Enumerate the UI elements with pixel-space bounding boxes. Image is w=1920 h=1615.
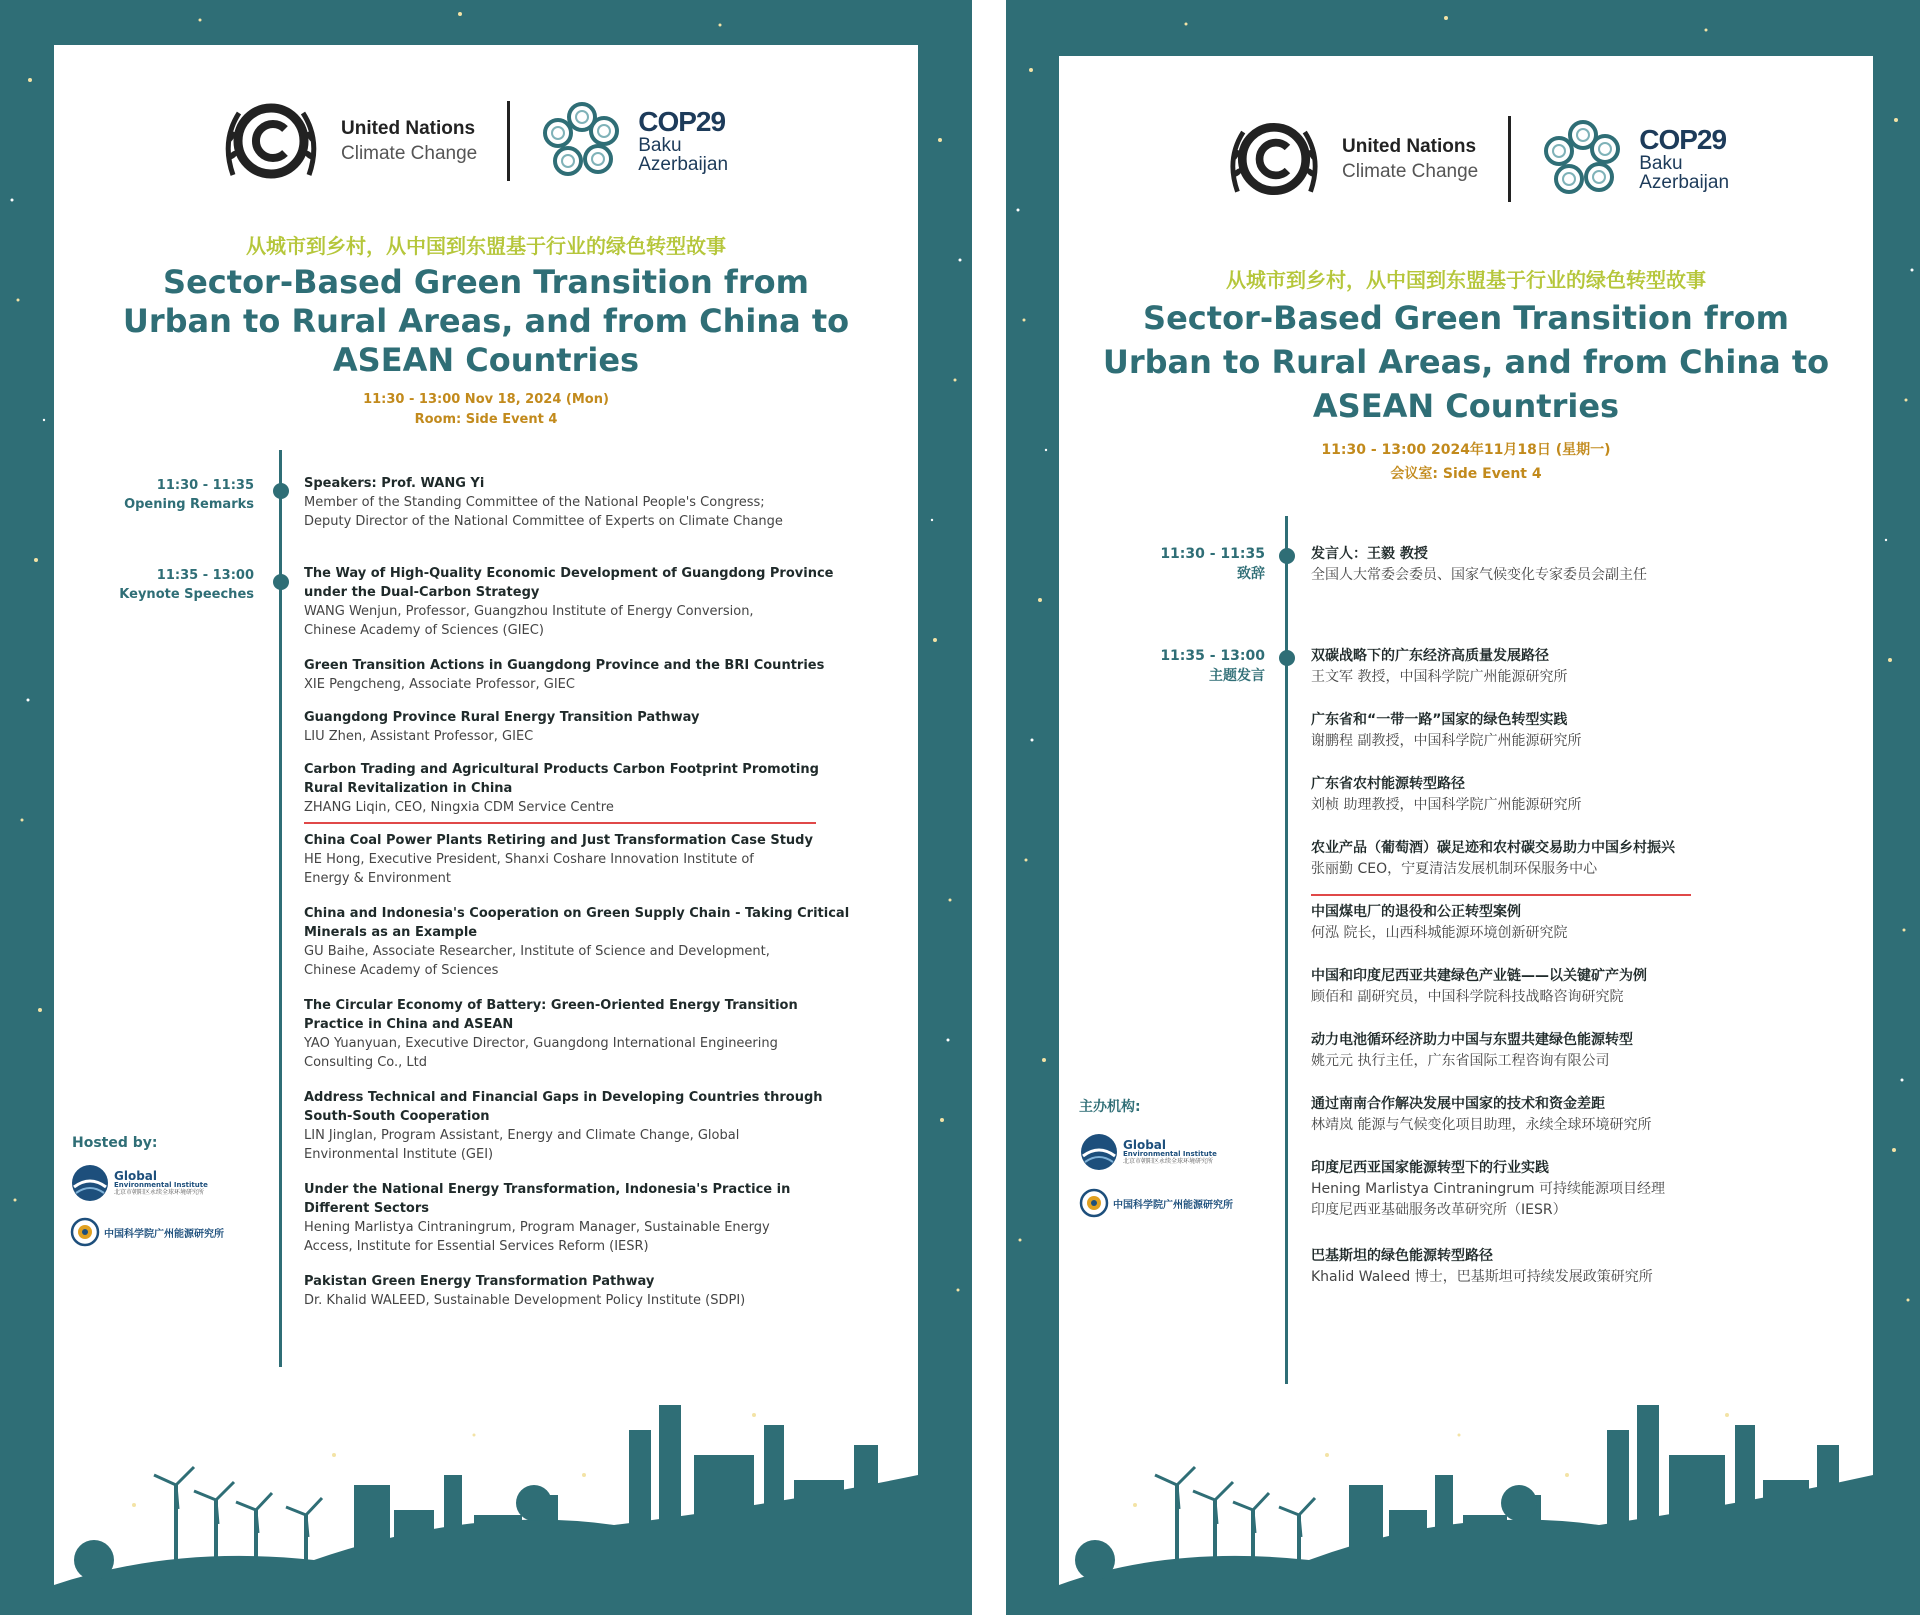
agenda-item: 动力电池循环经济助力中国与东盟共建绿色能源转型 姚元元 执行主任，广东省国际工程咨询有限公司 (1311, 1032, 1633, 1069)
city-skyline-illustration (54, 1385, 918, 1615)
event-room: Room: Side Event 4 (414, 412, 558, 427)
logo-divider (1508, 116, 1511, 202)
hosted-by-label: Hosted by: (72, 1135, 158, 1151)
unfccc-emblem-icon (219, 97, 323, 185)
event-room: 会议室: Side Event 4 (1390, 466, 1542, 482)
event-meta (1059, 438, 1873, 486)
agenda-item: 双碳战略下的广东经济高质量发展路径 王文军 教授，中国科学院广州能源研究所 (1311, 648, 1568, 685)
agenda-item: Under the National Energy Transformation, Indonesia's Practice in Different Sectors Hening Marlistya Cintraningrum, Program Manager, Sustainable Energy Access, Institute for Essential Services Reform (IESR) (304, 1182, 791, 1254)
poster-chinese (1006, 0, 1920, 1615)
poster-card (1059, 56, 1873, 1615)
agenda-item: Address Technical and Financial Gaps in Developing Countries through South-South Cooperation LIN Jinglan, Program Assistant, Energy and Climate Change, Global Environmental Institute (GEI) (304, 1090, 823, 1162)
agenda-item: The Way of High-Quality Economic Development of Guangdong Province under the Dual-Carbon Strategy WANG Wenjun, Professor, Guangzhou Institute of Energy Conversion, Chinese Academy of Sciences (GIEC) (304, 566, 834, 638)
agenda-item: Guangdong Province Rural Energy Transition Pathway LIU Zhen, Assistant Professor, GIEC (304, 710, 700, 744)
hosted-by-label: 主办机构: (1079, 1099, 1141, 1115)
cop29-emblem-icon (540, 99, 624, 183)
agenda-item: 发言人：王毅 教授 全国人大常委会委员、国家气候变化专家委员会副主任 (1311, 546, 1647, 583)
agenda-item: 印度尼西亚国家能源转型下的行业实践 Hening Marlistya Cintraningrum 可持续能源项目经理 印度尼西亚基础服务改革研究所（IESR） (1311, 1160, 1666, 1218)
timeline-line (1285, 516, 1288, 1384)
agenda-item: 农业产品（葡萄酒）碳足迹和农村碳交易助力中国乡村振兴 张丽勤 CEO，宁夏清洁发展机制环保服务中心 (1311, 840, 1675, 877)
agenda-item: Speakers: Prof. WANG Yi Member of the Standing Committee of the National People's Congress; Deputy Director of the National Committee of Experts on Climate Change (304, 476, 783, 529)
giec-logo: 中国科学院广州能源研究所 (70, 1217, 224, 1247)
agenda-item: 巴基斯坦的绿色能源转型路径 Khalid Waleed 博士，巴基斯坦可持续发展政策研究所 (1311, 1248, 1653, 1285)
event-time: 11:30 - 13:00 Nov 18, 2024 (Mon) (363, 392, 609, 407)
slot-opening: 11:30 - 11:35 Opening Remarks (124, 478, 254, 512)
agenda-item: Green Transition Actions in Guangdong Province and the BRI Countries XIE Pengcheng, Associate Professor, GIEC (304, 658, 825, 692)
event-title: Sector-Based Green Transition from Urban to Rural Areas, and from China to ASEAN Countries (122, 263, 850, 379)
globe-icon (70, 1163, 110, 1203)
cop29-emblem-icon (1541, 117, 1625, 201)
unfccc-wordmark: United Nations Climate Change (341, 117, 478, 164)
event-time: 11:30 - 13:00 2024年11月18日 (星期一) (1321, 442, 1611, 458)
agenda-item: 广东省农村能源转型路径 刘桢 助理教授，中国科学院广州能源研究所 (1311, 776, 1582, 813)
highlight-underline (304, 822, 816, 824)
agenda-item: Pakistan Green Energy Transformation Pathway Dr. Khalid WALEED, Sustainable Development Policy Institute (SDPI) (304, 1274, 746, 1308)
highlight-underline (1311, 894, 1691, 896)
agenda-item: China Coal Power Plants Retiring and Just Transformation Case Study HE Hong, Executive President, Shanxi Coshare Innovation Institute of Energy & Environment (304, 833, 813, 886)
unfccc-wordmark: United Nations Climate Change (1342, 135, 1479, 182)
timeline-dot (273, 574, 289, 590)
timeline-dot (273, 483, 289, 499)
event-title: Sector-Based Green Transition from Urban to Rural Areas, and from China to ASEAN Countries (1102, 299, 1830, 425)
cop29-wordmark: COP29 Baku Azerbaijan (638, 106, 729, 175)
gei-logo: Global Environmental Institute 北京市朝阳区永续全球环境研究所 (70, 1163, 208, 1203)
slot-opening: 11:30 - 11:35 致辞 (1160, 546, 1265, 583)
slot-keynote: 11:35 - 13:00 主题发言 (1160, 648, 1265, 685)
unfccc-emblem-icon (1224, 116, 1324, 202)
divider-gap (972, 0, 1006, 1615)
event-title-chinese: 从城市到乡村，从中国到东盟基于行业的绿色转型故事 (1226, 268, 1706, 292)
agenda-item: Carbon Trading and Agricultural Products Carbon Footprint Promoting Rural Revitalization in China ZHANG Liqin, CEO, Ningxia CDM Service Centre (304, 762, 819, 815)
globe-icon (1079, 1132, 1119, 1172)
city-skyline-illustration (1059, 1385, 1873, 1615)
slot-keynote: 11:35 - 13:00 Keynote Speeches (119, 568, 254, 602)
event-title-chinese: 从城市到乡村，从中国到东盟基于行业的绿色转型故事 (246, 234, 726, 258)
agenda-item: 广东省和“一带一路”国家的绿色转型实践 谢鹏程 副教授，中国科学院广州能源研究所 (1311, 712, 1582, 749)
header-logos (219, 97, 728, 185)
gei-logo: Global Environmental Institute 北京市朝阳区永续全球环境研究所 (1079, 1132, 1217, 1172)
agenda-item: The Circular Economy of Battery: Green-Oriented Energy Transition Practice in China and ASEAN YAO Yuanyuan, Executive Director, Guangdong International Engineering Consulting Co., Ltd (304, 998, 798, 1070)
logo-divider (507, 101, 510, 181)
giec-seal-icon (70, 1217, 100, 1247)
poster-card (54, 45, 918, 1615)
header-logos (1224, 116, 1729, 202)
giec-seal-icon (1079, 1188, 1109, 1218)
agenda-item: China and Indonesia's Cooperation on Green Supply Chain - Taking Critical Minerals as an Example GU Baihe, Associate Researcher, Institute of Science and Development, Chinese Academy of Sciences (304, 906, 850, 978)
agenda-item: 中国和印度尼西亚共建绿色产业链——以关键矿产为例 顾佰和 副研究员，中国科学院科技战略咨询研究院 (1311, 968, 1647, 1005)
giec-logo: 中国科学院广州能源研究所 (1079, 1188, 1233, 1218)
event-meta (54, 390, 918, 430)
timeline-dot (1279, 650, 1295, 666)
agenda-item: 中国煤电厂的退役和公正转型案例 何泓 院长，山西科城能源环境创新研究院 (1311, 904, 1568, 941)
agenda-item: 通过南南合作解决发展中国家的技术和资金差距 林靖岚 能源与气候变化项目助理，永续全球环境研究所 (1311, 1096, 1652, 1133)
cop29-wordmark: COP29 Baku Azerbaijan (1639, 124, 1730, 193)
timeline-dot (1279, 548, 1295, 564)
